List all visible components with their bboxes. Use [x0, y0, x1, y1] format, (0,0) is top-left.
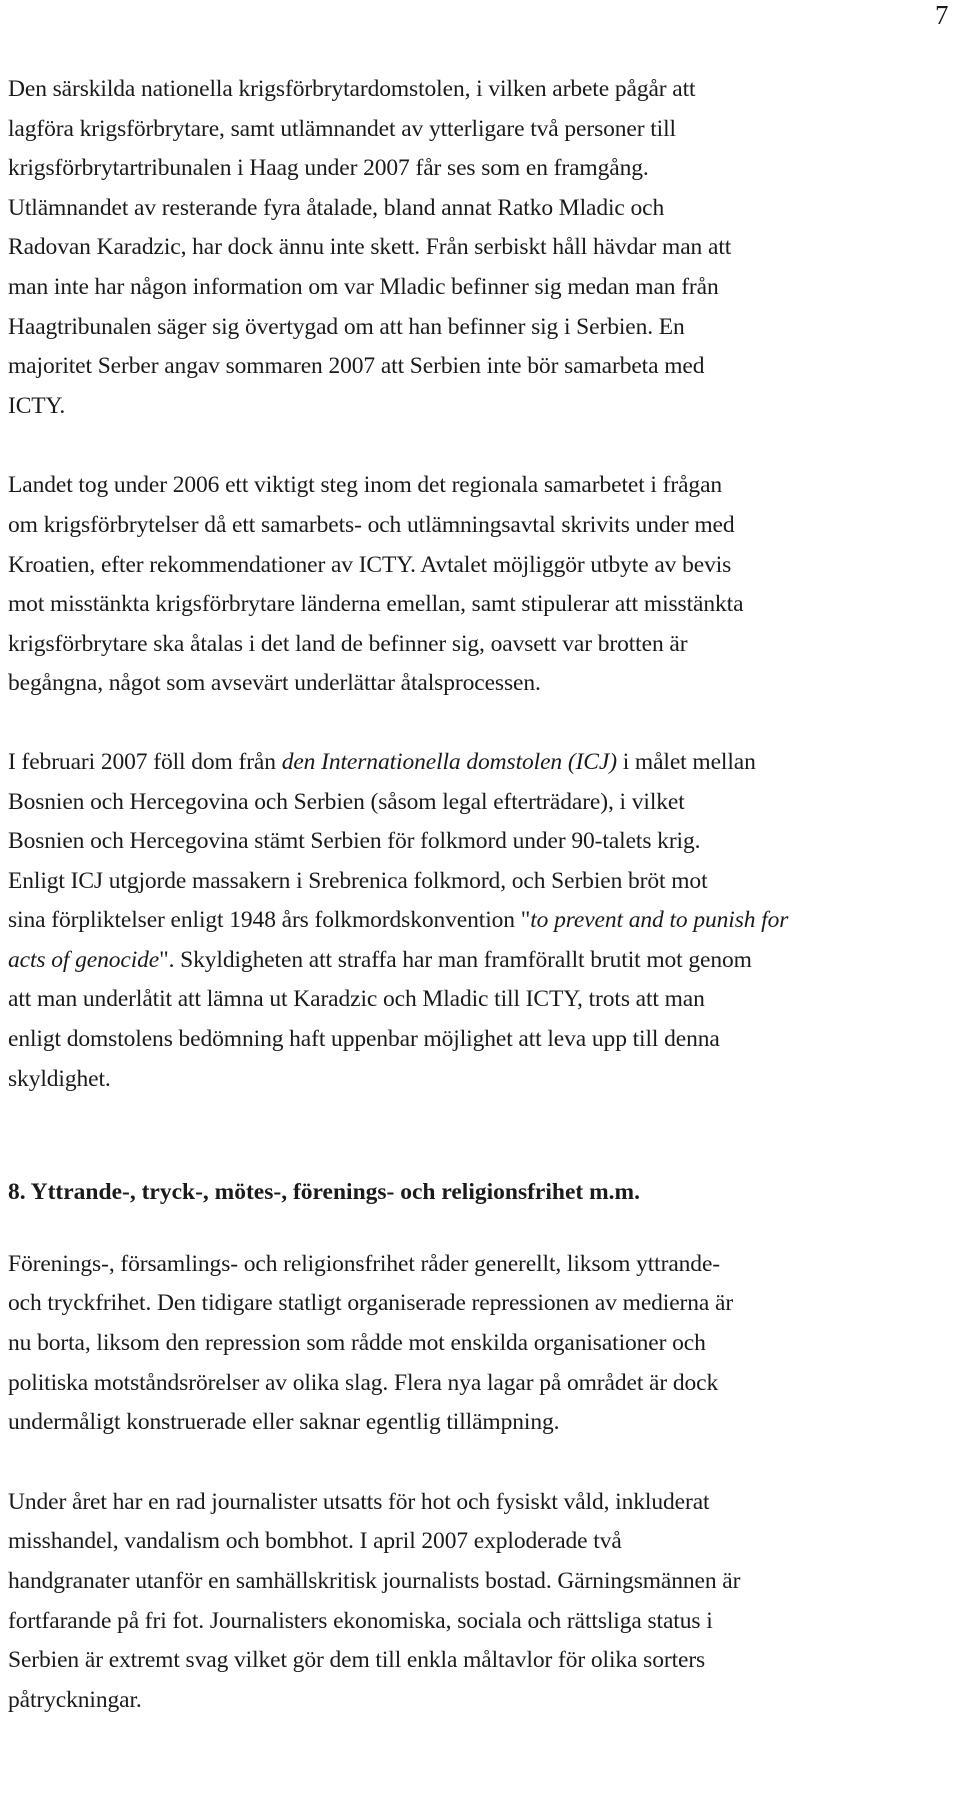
text-line: [8, 901, 954, 941]
text-run: i målet mellan: [616, 748, 756, 775]
text-line: mot misstänkta krigsförbrytare länderna emellan, samt stipulerar att misstänkta: [8, 591, 744, 618]
text-line: Förenings-, församlings- och religionsfrihet råder generellt, liksom yttrande-: [8, 1250, 721, 1277]
text-line: Utlämnandet av resterande fyra åtalade, bland annat Ratko Mladic och: [8, 194, 665, 221]
text-line: Under året har en rad journalister utsatts för hot och fysiskt våld, inkluderat: [8, 1488, 710, 1515]
text-line: Bosnien och Hercegovina och Serbien (såsom legal efterträdare), i vilket: [8, 788, 685, 815]
text-line: om krigsförbrytelser då ett samarbets- och utlämningsavtal skrivits under med: [8, 511, 735, 538]
text-line: enligt domstolens bedömning haft uppenbar möjlighet att leva upp till denna: [8, 1026, 720, 1053]
text-line: misshandel, vandalism och bombhot. I april 2007 exploderade två: [8, 1528, 622, 1555]
text-line: begångna, något som avsevärt underlättar åtalsprocessen.: [8, 670, 541, 697]
text-line: att man underlåtit att lämna ut Karadzic och Mladic till ICTY, trots att man: [8, 986, 705, 1013]
text-line: Den särskilda nationella krigsförbrytardomstolen, i vilken arbete pågår att: [8, 76, 696, 102]
text-line: politiska motståndsrörelser av olika slag. Flera nya lagar på området är dock: [8, 1369, 719, 1396]
page-number: 7: [935, 0, 949, 30]
text-line: handgranater utanför en samhällskritisk journalists bostad. Gärningsmännen är: [8, 1568, 741, 1594]
paragraph-war-crimes-court: [8, 70, 954, 426]
text-line: Enligt ICJ utgjorde massakern i Srebrenica folkmord, och Serbien bröt mot: [8, 867, 708, 894]
text-line: krigsförbrytare ska åtalas i det land de befinner sig, oavsett var brotten är: [8, 630, 688, 657]
italic-court-name: den Internationella domstolen (ICJ): [281, 748, 617, 775]
document-body: [8, 70, 954, 1720]
text-line: fortfarande på fri fot. Journalisters ekonomiska, sociala och rättsliga status i: [8, 1607, 713, 1634]
text-run: I februari 2007 föll dom från: [8, 748, 282, 775]
text-line: Bosnien och Hercegovina stämt Serbien för folkmord under 90-talets krig.: [8, 828, 701, 855]
text-line: lagföra krigsförbrytare, samt utlämnandet av ytterligare två personer till: [8, 115, 676, 142]
text-line: och tryckfrihet. Den tidigare statligt organiserade repressionen av medierna är: [8, 1290, 734, 1317]
paragraph-journalists: [8, 1483, 954, 1721]
text-line: undermåligt konstruerade eller saknar egentlig tillämpning.: [8, 1409, 560, 1436]
text-line: [8, 941, 954, 981]
text-line: Radovan Karadzic, har dock ännu inte skett. Från serbiskt håll hävdar man att: [8, 234, 732, 261]
text-line: majoritet Serber angav sommaren 2007 att Serbien inte bör samarbeta med: [8, 353, 705, 380]
paragraph-icj-ruling: [8, 743, 954, 1099]
paragraph-regional-cooperation: [8, 466, 954, 704]
text-line: ICTY.: [8, 392, 66, 419]
italic-quote: acts of genocide: [8, 946, 160, 973]
text-run: sina förpliktelser enligt 1948 års folkmordskonvention ": [8, 907, 531, 934]
text-line: Kroatien, efter rekommendationer av ICTY. Avtalet möjliggör utbyte av bevis: [8, 551, 732, 578]
text-line: påtryckningar.: [8, 1686, 142, 1713]
text-line: Haagtribunalen säger sig övertygad om att han befinner sig i Serbien. En: [8, 313, 685, 340]
text-line: Serbien är extremt svag vilket gör dem till enkla måltavlor för olika sorters: [8, 1647, 706, 1674]
paragraph-freedoms: [8, 1245, 954, 1443]
text-line: man inte har någon information om var Mladic befinner sig medan man från: [8, 273, 719, 300]
text-line: skyldighet.: [8, 1065, 111, 1092]
italic-quote: to prevent and to punish for: [530, 907, 789, 934]
text-line: krigsförbrytartribunalen i Haag under 2007 får ses som en framgång.: [8, 155, 649, 182]
text-line: nu borta, liksom den repression som rådde mot enskilda organisationer och: [8, 1330, 706, 1357]
section-heading: 8. Yttrande-, tryck-, mötes-, förenings- och religionsfrihet m.m.: [8, 1179, 640, 1206]
text-run: ". Skyldigheten att straffa har man framförallt brutit mot genom: [159, 946, 752, 973]
text-line: [8, 743, 954, 783]
text-line: Landet tog under 2006 ett viktigt steg inom det regionala samarbetet i frågan: [8, 472, 723, 499]
